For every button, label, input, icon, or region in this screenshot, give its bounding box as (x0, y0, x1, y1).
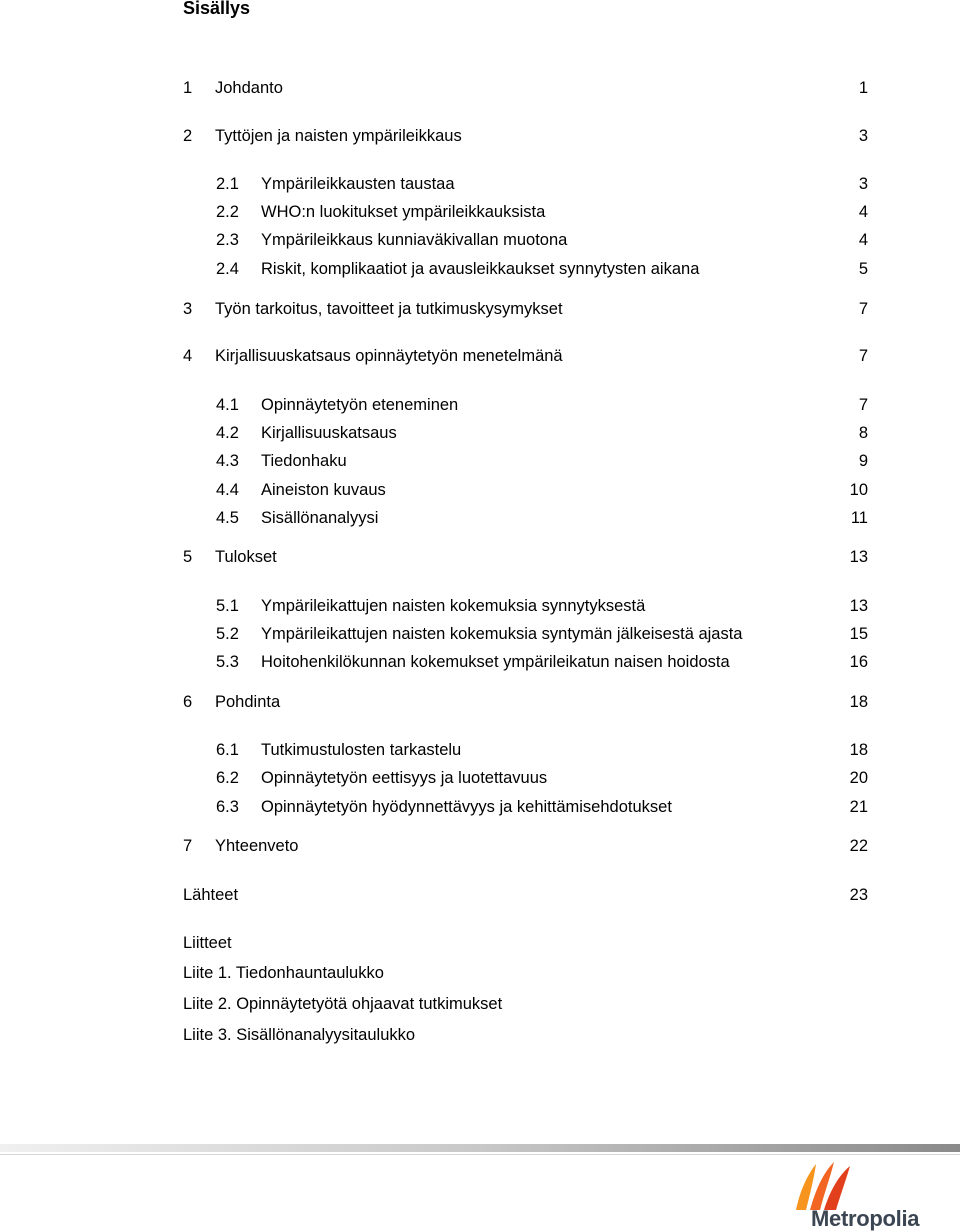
toc-number: 6.1 (216, 741, 239, 759)
toc-page: 9 (858, 452, 868, 470)
toc-number: 2.3 (216, 231, 239, 249)
toc-page: 7 (858, 347, 868, 365)
toc-entry[interactable] (0, 203, 960, 227)
toc-number: 2.1 (216, 175, 239, 193)
toc-entry[interactable] (0, 509, 960, 533)
toc-page: 13 (849, 548, 868, 566)
toc-number: 7 (183, 837, 193, 855)
toc-page: 11 (850, 509, 868, 527)
toc-entry[interactable] (0, 837, 960, 861)
toc-title: Hoitohenkilökunnan kokemukset ympärileikatun naisen hoidosta (261, 653, 730, 671)
toc-page: 7 (858, 300, 868, 318)
toc-page: 7 (858, 396, 868, 414)
toc-number: 4.4 (216, 481, 239, 499)
page-title: Sisällys (183, 0, 251, 18)
toc-title: Riskit, komplikaatiot ja avausleikkaukset synnytysten aikana (261, 260, 700, 278)
toc-entry[interactable] (0, 396, 960, 420)
toc-title: Tiedonhaku (261, 452, 347, 470)
attachments-heading: Liitteet (183, 934, 232, 952)
toc-entry[interactable] (0, 127, 960, 151)
toc-number: 2 (183, 127, 193, 145)
toc-page: 5 (858, 260, 868, 278)
toc-title: Työn tarkoitus, tavoitteet ja tutkimuskysymykset (215, 300, 563, 318)
toc-title: Opinnäytetyön hyödynnettävyys ja kehittämisehdotukset (261, 798, 672, 816)
attachment-item[interactable]: Liite 2. Opinnäytetyötä ohjaavat tutkimukset (183, 995, 503, 1013)
toc-entry[interactable] (0, 653, 960, 677)
toc-title: Ympärileikkausten taustaa (261, 175, 455, 193)
toc-number: 4 (183, 347, 193, 365)
toc-title: Kirjallisuuskatsaus opinnäytetyön menetelmänä (215, 347, 563, 365)
toc-entry[interactable] (0, 625, 960, 649)
toc-page: 13 (849, 597, 868, 615)
toc-title: Aineiston kuvaus (261, 481, 386, 499)
toc-number: 4.1 (216, 396, 239, 414)
toc-title: Ympärileikattujen naisten kokemuksia syntymän jälkeisestä ajasta (261, 625, 743, 643)
toc-entry[interactable] (0, 481, 960, 505)
toc-number: 3 (183, 300, 193, 318)
toc-number: 2.2 (216, 203, 239, 221)
toc-title: Yhteenveto (215, 837, 299, 855)
toc-title: Ympärileikattujen naisten kokemuksia synnytyksestä (261, 597, 646, 615)
toc-title: Pohdinta (215, 693, 281, 711)
toc-page: 21 (849, 798, 868, 816)
toc-page: 22 (849, 837, 868, 855)
attachment-item[interactable]: Liite 1. Tiedonhauntaulukko (183, 964, 384, 982)
toc-title: Sisällönanalyysi (261, 509, 379, 527)
toc-entry[interactable] (0, 798, 960, 822)
toc-entry[interactable] (0, 452, 960, 476)
toc-title: Opinnäytetyön eettisyys ja luotettavuus (261, 769, 548, 787)
toc-entry[interactable] (0, 886, 960, 910)
toc-entry[interactable] (0, 769, 960, 793)
toc-title: Tutkimustulosten tarkastelu (261, 741, 462, 759)
toc-entry[interactable] (0, 79, 960, 103)
toc-title: Tulokset (215, 548, 277, 566)
toc-entry[interactable] (0, 693, 960, 717)
toc-number: 6.3 (216, 798, 239, 816)
toc-title: Lähteet (183, 886, 239, 904)
toc-entry[interactable] (0, 260, 960, 284)
toc-title: WHO:n luokitukset ympärileikkauksista (261, 203, 546, 221)
toc-entry[interactable] (0, 741, 960, 765)
toc-page: 3 (858, 175, 868, 193)
toc-title: Johdanto (215, 79, 283, 97)
attachment-item[interactable]: Liite 3. Sisällönanalyysitaulukko (183, 1026, 416, 1044)
toc-page: 15 (849, 625, 868, 643)
toc-entry[interactable] (0, 175, 960, 199)
toc-entry[interactable] (0, 347, 960, 371)
toc-page: 4 (858, 203, 868, 221)
toc-page: 1 (858, 79, 868, 97)
toc-number: 4.3 (216, 452, 239, 470)
toc-title: Kirjallisuuskatsaus (261, 424, 397, 442)
toc-title: Ympärileikkaus kunniaväkivallan muotona (261, 231, 568, 249)
toc-page: 18 (849, 693, 868, 711)
toc-entry[interactable] (0, 424, 960, 448)
toc-page: 8 (858, 424, 868, 442)
toc-page: 23 (849, 886, 868, 904)
toc-number: 5 (183, 548, 193, 566)
toc-number: 6.2 (216, 769, 239, 787)
toc-number: 6 (183, 693, 193, 711)
toc-number: 4.5 (216, 509, 239, 527)
toc-number: 5.3 (216, 653, 239, 671)
toc-number: 5.2 (216, 625, 239, 643)
toc-page: 4 (858, 231, 868, 249)
toc-page: 3 (858, 127, 868, 145)
toc-number: 5.1 (216, 597, 239, 615)
toc-entry[interactable] (0, 548, 960, 572)
footer-divider (0, 1154, 960, 1155)
toc-number: 1 (183, 79, 193, 97)
toc-title: Opinnäytetyön eteneminen (261, 396, 459, 414)
toc-number: 2.4 (216, 260, 239, 278)
toc-page: 10 (849, 481, 868, 499)
metropolia-logo-text: Metropolia (811, 1206, 920, 1231)
toc-page: 20 (849, 769, 868, 787)
toc-entry[interactable] (0, 300, 960, 324)
toc-page: 18 (849, 741, 868, 759)
toc-title: Tyttöjen ja naisten ympärileikkaus (215, 127, 462, 145)
toc-entry[interactable] (0, 597, 960, 621)
footer-bar (0, 1144, 960, 1152)
toc-number: 4.2 (216, 424, 239, 442)
toc-page: 16 (849, 653, 868, 671)
toc-entry[interactable] (0, 231, 960, 255)
